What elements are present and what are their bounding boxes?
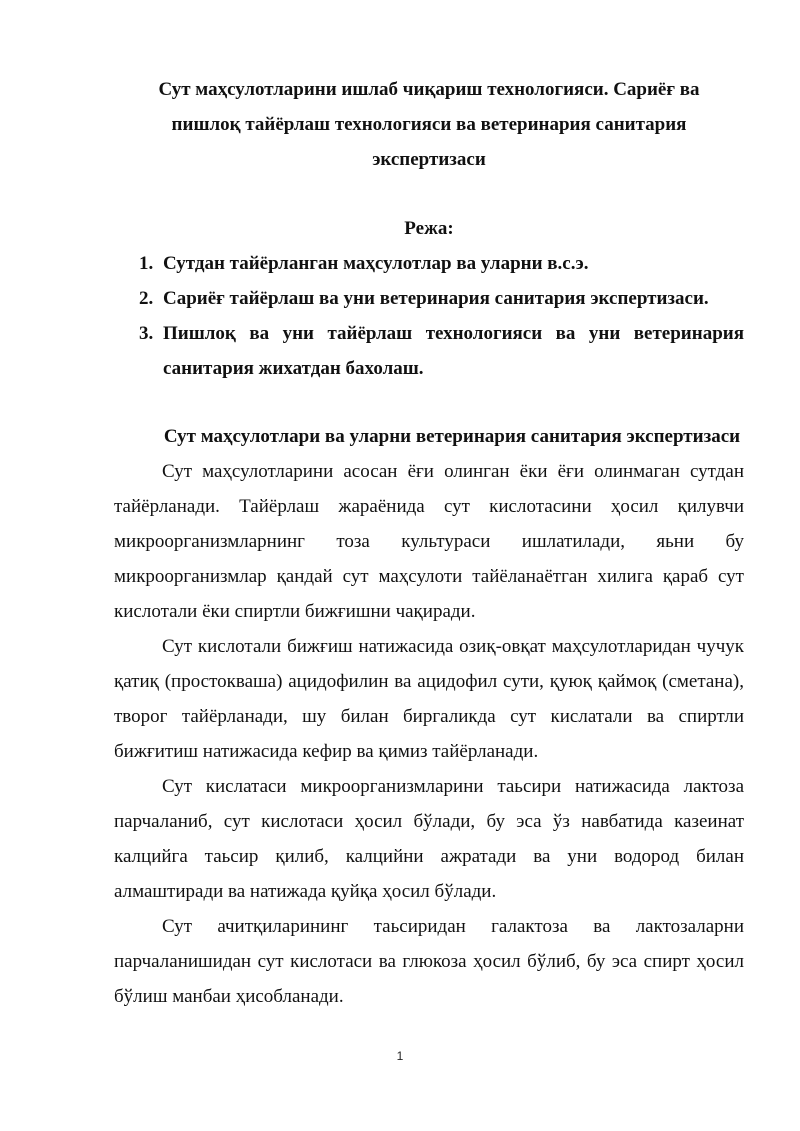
plan-item (114, 316, 744, 386)
plan-item (114, 246, 744, 281)
document-title: Сут маҳсулотларини ишлаб чиқариш технологияси. Сариёғ ва пишлоқ тайёрлаш технологияси ва ветеринария санитария экспертизаси (158, 79, 700, 170)
plan-item-number: 3. (139, 323, 154, 344)
body-paragraph: Сут ачитқиларининг таьсиридан галактоза ва лактозаларни парчаланишидан сут кислотаси ва глюкоза ҳосил бўлиб, бу эса спирт ҳосил бўлиш манбаи ҳисобланади. (114, 916, 744, 1007)
body-paragraph: Сут маҳсулотларини асосан ёғи олинган ёки ёғи олинмаган сутдан тайёрланади. Тайёрлаш жараёнида сут кислотасини ҳосил қилувчи микроорганизмларнинг тоза культураси ишлатилади, яьни бу микроорганизмлар қандай сут маҳсулоти тайёланаётган хилига қараб сут кислотали ёки спиртли бижғишни чақиради. (114, 461, 744, 622)
body-paragraph: Сут кислатаси микроорганизмларини таьсири натижасида лактоза парчаланиб, сут кислотаси ҳосил бўлади, бу эса ўз навбатида казеинат калцийга таьсир қилиб, калцийни ажратади ва уни водород билан алмаштиради ва натижада қуйқа ҳосил бўлади. (114, 776, 744, 902)
plan-item-text: Сариёғ тайёрлаш ва уни ветеринария санитария экспертизаси. (163, 288, 709, 309)
document-page (114, 72, 744, 1014)
body-paragraph: Сут кислотали бижғиш натижасида озиқ-овқат маҳсулотларидан чучук қатиқ (простокваша) ацидофилин ва ацидофил сути, қуюқ қаймоқ (сметана), творог тайёрланади, шу билан биргаликда сут кислатали ва спиртли бижғитиш натижасида кефир ва қимиз тайёрланади. (114, 636, 744, 762)
plan-item-text: Сутдан тайёрланган маҳсулотлар ва уларни в.с.э. (163, 253, 589, 274)
plan-item-number: 2. (139, 288, 154, 309)
plan-item (114, 281, 744, 316)
page-number: 1 (396, 1049, 404, 1063)
plan-item-text: Пишлоқ ва уни тайёрлаш технологияси ва уни ветеринария санитария жихатдан бахолаш. (163, 323, 744, 379)
section-heading: Сут маҳсулотлари ва уларни ветеринария санитария экспертизаси (163, 426, 741, 447)
plan-heading: Режа: (404, 218, 454, 239)
plan-list (114, 246, 744, 386)
plan-item-number: 1. (139, 253, 154, 274)
